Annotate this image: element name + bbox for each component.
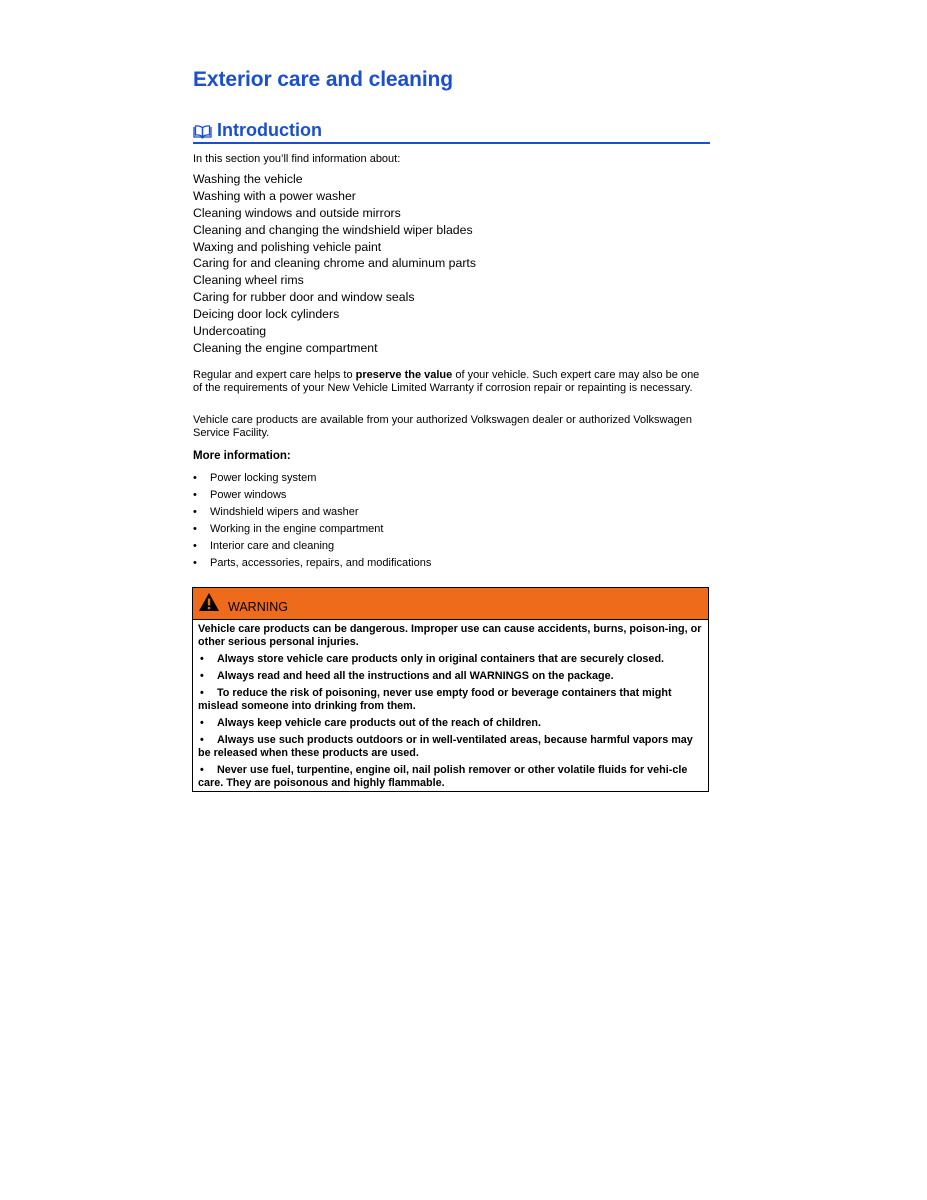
list-item: Waxing and polishing vehicle paint xyxy=(193,239,382,254)
book-icon xyxy=(193,125,212,139)
warning-item-text: Never use fuel, turpentine, engine oil, nail polish remover or other volatile fluids for vehi-cle care. They are poisonous and highly flammable. xyxy=(198,764,688,789)
warning-header xyxy=(193,588,708,620)
more-info-list xyxy=(193,470,431,572)
list-item xyxy=(193,487,431,504)
care-paragraph-start: Regular and expert care helps to xyxy=(193,369,356,381)
bullet-icon: • xyxy=(193,540,197,552)
warning-item xyxy=(198,717,703,730)
bullet-icon: • xyxy=(193,523,197,535)
intro-text: In this section you’ll find information about: xyxy=(193,153,401,165)
list-item xyxy=(193,538,431,555)
topic-list xyxy=(193,171,476,357)
bullet-icon: • xyxy=(200,670,204,682)
warning-item-text: Always store vehicle care products only in original containers that are securely closed. xyxy=(217,653,665,665)
warning-item xyxy=(198,653,703,666)
list-item-label: Interior care and cleaning xyxy=(210,540,335,552)
warning-triangle-icon xyxy=(198,592,220,612)
list-item: Cleaning the engine compartment xyxy=(193,340,378,355)
warning-item-text: Always keep vehicle care products out of the reach of children. xyxy=(217,717,542,729)
bullet-icon: • xyxy=(200,653,204,665)
list-item xyxy=(193,504,431,521)
warning-box xyxy=(192,587,709,792)
bullet-icon: • xyxy=(193,506,197,518)
warning-title: WARNING xyxy=(228,599,288,614)
bullet-icon: • xyxy=(200,717,204,729)
warning-item xyxy=(198,687,703,713)
list-item-label: Working in the engine compartment xyxy=(210,523,384,535)
bullet-icon: • xyxy=(200,687,204,699)
section-header xyxy=(193,120,710,144)
section-title: Introduction xyxy=(217,120,322,140)
list-item: Cleaning windows and outside mirrors xyxy=(193,205,401,220)
list-item-label: Power windows xyxy=(210,489,287,501)
list-item-label: Power locking system xyxy=(210,472,317,484)
list-item: Washing the vehicle xyxy=(193,172,303,186)
warning-item xyxy=(198,734,703,760)
warning-intro: Vehicle care products can be dangerous. Improper use can cause accidents, burns, poison-ing, or other serious personal injuries. xyxy=(198,623,702,648)
warning-item-text: Always use such products outdoors or in well-ventilated areas, because harmful vapors may be released when these products are used. xyxy=(198,734,693,759)
bullet-icon: • xyxy=(200,734,204,746)
bullet-icon: • xyxy=(193,489,197,501)
warning-item xyxy=(198,670,703,683)
list-item: Undercoating xyxy=(193,324,267,339)
bullet-icon: • xyxy=(200,764,204,776)
list-item: Caring for and cleaning chrome and aluminum parts xyxy=(193,256,476,271)
list-item: Washing with a power washer xyxy=(193,188,356,203)
page-title: Exterior care and cleaning xyxy=(193,68,454,91)
list-item xyxy=(193,555,431,572)
care-paragraph-emphasis: preserve the value xyxy=(355,369,453,381)
warning-item-text: Always read and heed all the instructions and all WARNINGS on the package. xyxy=(217,670,614,682)
bullet-icon: • xyxy=(193,472,197,484)
list-item xyxy=(193,470,431,487)
warning-item-text: To reduce the risk of poisoning, never use empty food or beverage containers that might mislead someone into drinking from them. xyxy=(198,687,672,712)
warning-item xyxy=(198,764,703,790)
care-paragraph xyxy=(193,369,703,395)
warning-body xyxy=(193,620,708,790)
care-paragraph-end: of your vehicle. Such expert care may also be one of the requirements of your New Vehicle Limited Warranty if corrosion repair or repainting is necessary. xyxy=(193,369,700,394)
more-info-heading: More information: xyxy=(193,450,291,462)
list-item-label: Parts, accessories, repairs, and modifications xyxy=(210,557,432,569)
list-item: Deicing door lock cylinders xyxy=(193,307,340,322)
list-item: Caring for rubber door and window seals xyxy=(193,290,415,305)
bullet-icon: • xyxy=(193,557,197,569)
list-item-label: Windshield wipers and washer xyxy=(210,506,359,518)
list-item xyxy=(193,521,431,538)
list-item: Cleaning and changing the windshield wiper blades xyxy=(193,222,473,237)
list-item: Cleaning wheel rims xyxy=(193,273,304,288)
products-paragraph: Vehicle care products are available from your authorized Volkswagen dealer or authorized Volkswagen Service Facility. xyxy=(193,414,692,439)
